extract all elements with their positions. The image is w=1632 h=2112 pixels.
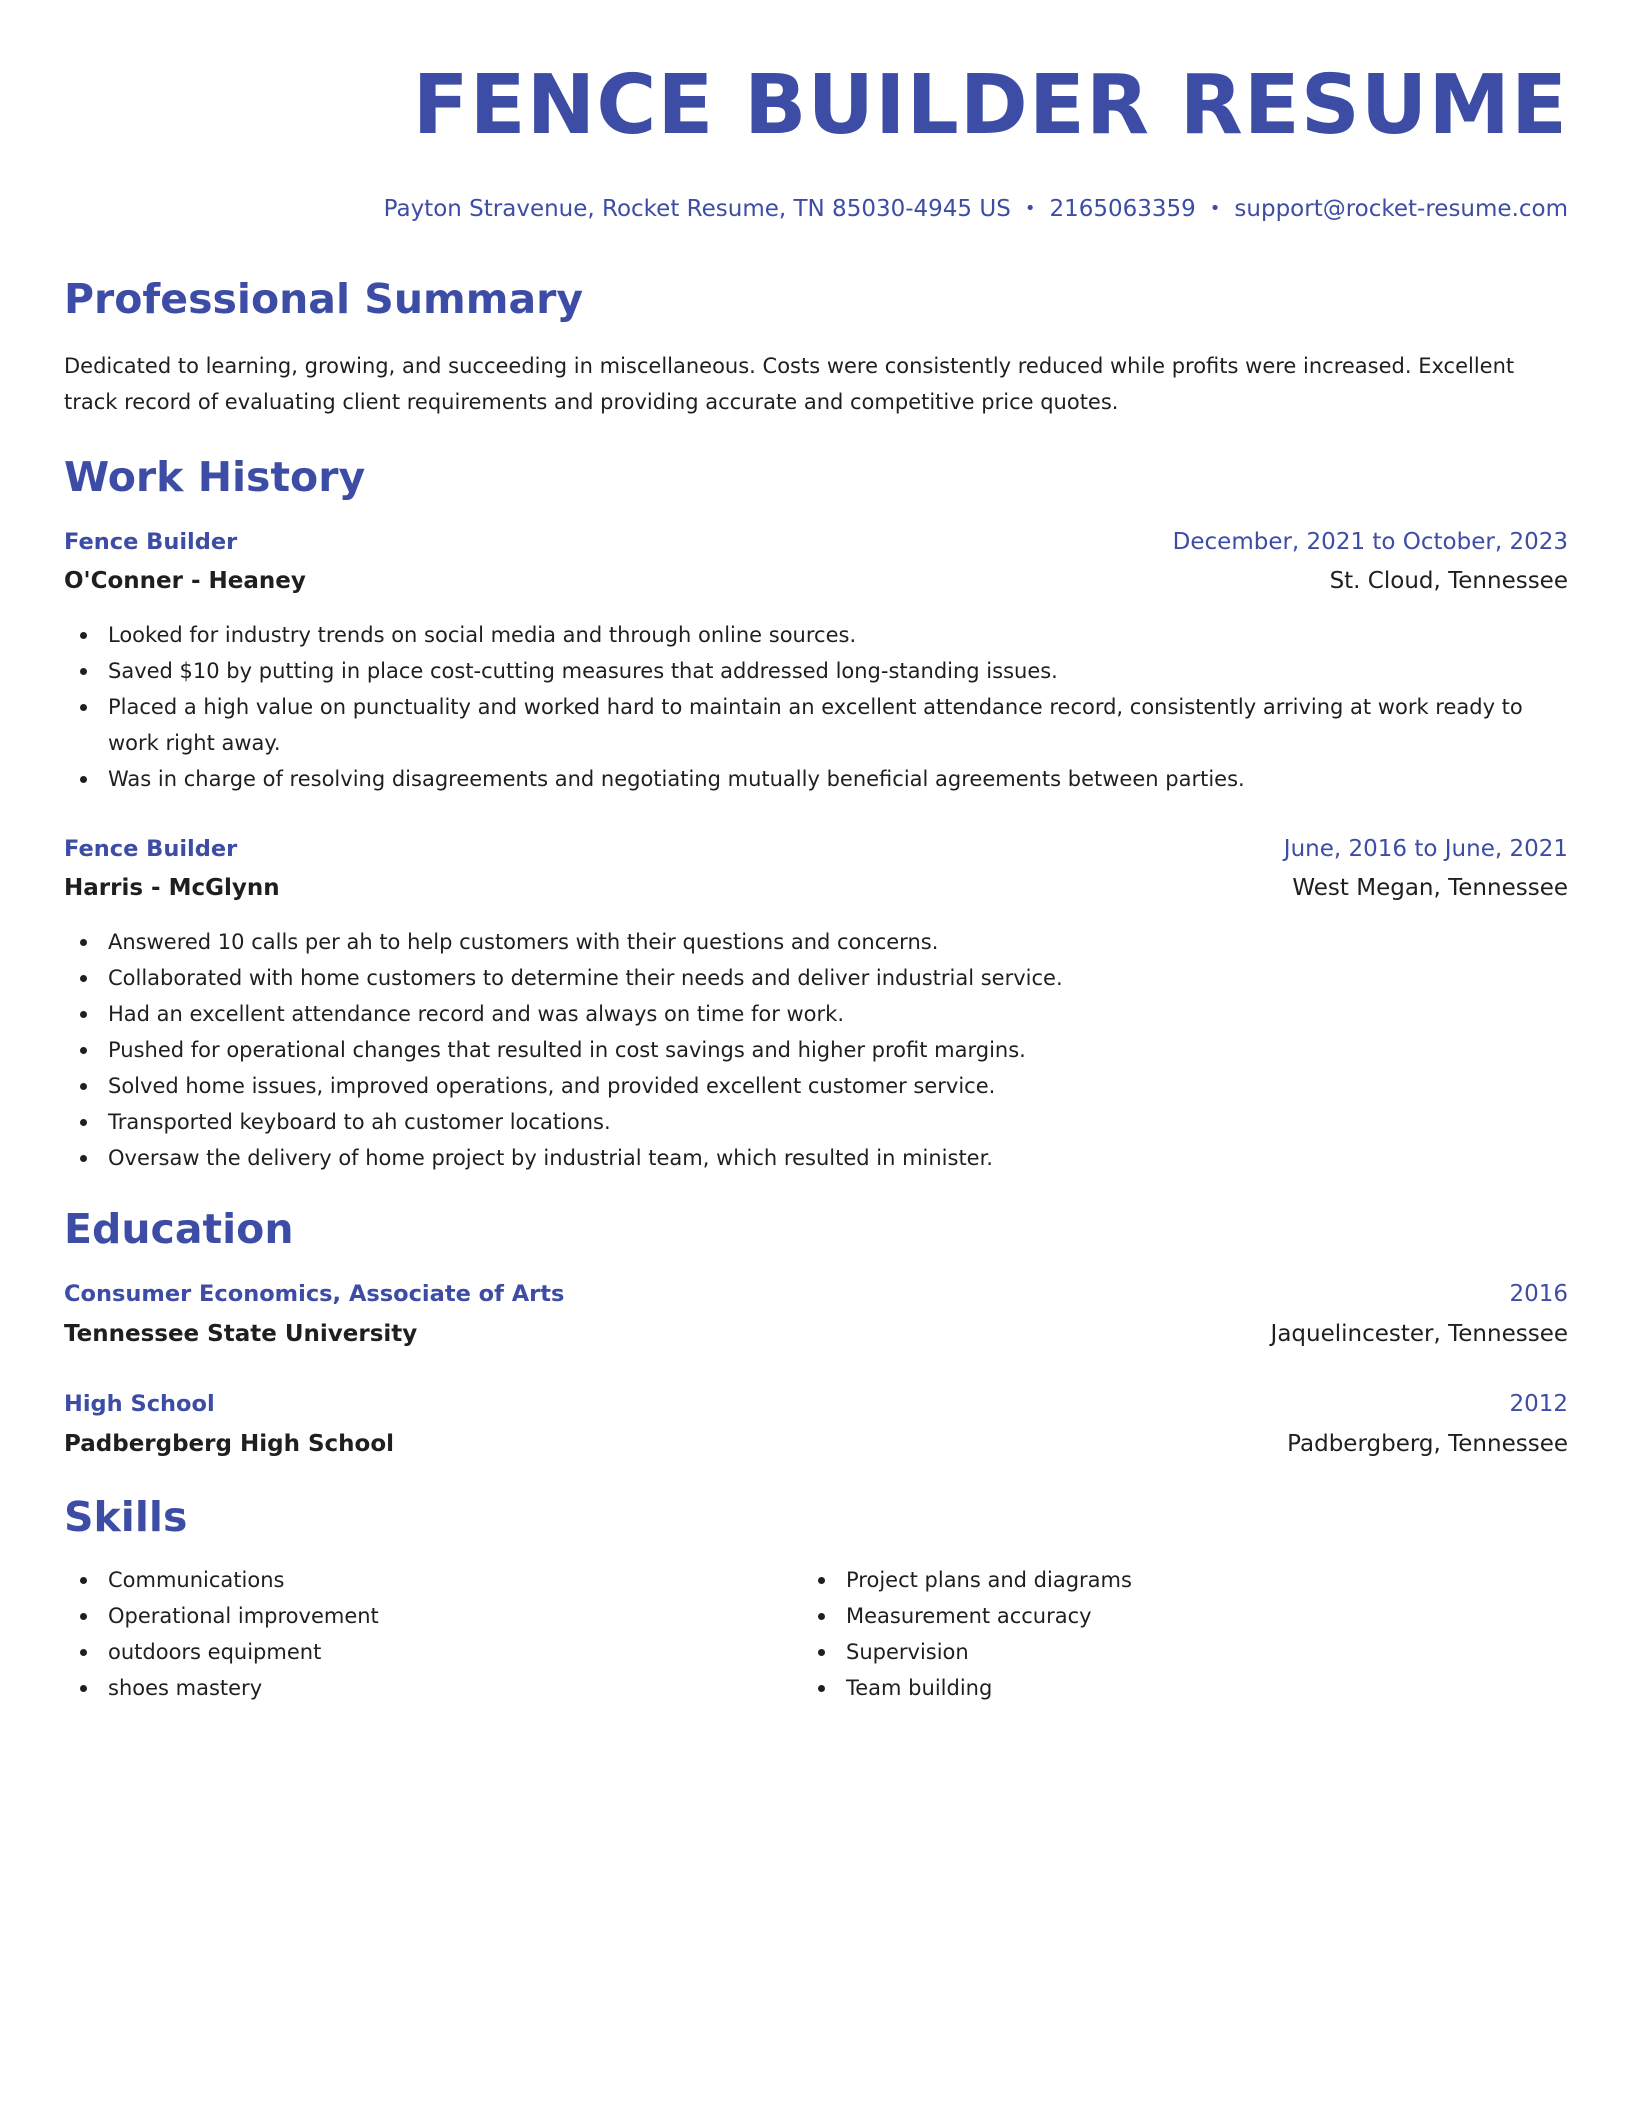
section-heading-education: Education	[64, 1205, 294, 1253]
summary-text: Dedicated to learning, growing, and succeeding in miscellaneous. Costs were consistently reduced while profits were increased. Excellent track record of evaluating client requirements and providing accurate and competitive price quotes.	[64, 354, 1515, 414]
skill-item: Project plans and diagrams	[802, 1562, 1540, 1598]
job-bullet: Placed a high value on punctuality and worked hard to maintain an excellent attendance record, consistently arriving at work ready to work right away.	[64, 689, 1568, 761]
skills-columns	[64, 1562, 1568, 1706]
job-location: West Megan, Tennessee	[1292, 875, 1568, 901]
job-role: Fence Builder	[64, 836, 238, 862]
job-bullet: Had an excellent attendance record and was always on time for work.	[64, 996, 1568, 1032]
job-bullet-list	[64, 617, 1568, 797]
skill-item: Communications	[64, 1562, 802, 1598]
section-heading-work-history: Work History	[64, 453, 366, 501]
contact-email: support@rocket-resume.com	[1234, 196, 1568, 222]
job-company: O'Conner - Heaney	[64, 568, 306, 594]
education-school: Tennessee State University	[64, 1321, 418, 1347]
contact-line	[64, 194, 1568, 224]
education-school-row	[64, 1318, 1568, 1350]
skill-item: Operational improvement	[64, 1598, 802, 1634]
job-company-row	[64, 565, 1568, 597]
resume-title: FENCE BUILDER RESUME	[412, 58, 1568, 153]
job-bullet: Oversaw the delivery of home project by industrial team, which resulted in minister.	[64, 1140, 1568, 1176]
skill-item: Measurement accuracy	[802, 1598, 1540, 1634]
education-school: Padbergberg High School	[64, 1431, 395, 1457]
education-entry	[64, 1278, 1568, 1350]
education-degree: Consumer Economics, Associate of Arts	[64, 1281, 565, 1307]
job-bullet: Collaborated with home customers to determine their needs and deliver industrial service.	[64, 960, 1568, 996]
job-bullet-list	[64, 924, 1568, 1176]
education-year: 2016	[1509, 1281, 1568, 1307]
education-year: 2012	[1509, 1391, 1568, 1417]
education-school-row	[64, 1428, 1568, 1460]
job-title-row	[64, 833, 1568, 865]
job-bullet: Looked for industry trends on social media and through online sources.	[64, 617, 1568, 653]
job-location: St. Cloud, Tennessee	[1329, 568, 1568, 594]
job-dates: December, 2021 to October, 2023	[1172, 529, 1568, 555]
section-heading-skills: Skills	[64, 1493, 188, 1541]
job-bullet: Saved $10 by putting in place cost-cutting measures that addressed long-standing issues.	[64, 653, 1568, 689]
skill-item: shoes mastery	[64, 1670, 802, 1706]
job-company-row	[64, 872, 1568, 904]
skill-item: Supervision	[802, 1634, 1540, 1670]
job-bullet: Pushed for operational changes that resulted in cost savings and higher profit margins.	[64, 1032, 1568, 1068]
education-degree-row	[64, 1388, 1568, 1420]
skill-item: outdoors equipment	[64, 1634, 802, 1670]
job-company: Harris - McGlynn	[64, 875, 280, 901]
job-dates: June, 2016 to June, 2021	[1283, 836, 1568, 862]
skills-list-right	[802, 1562, 1540, 1706]
job-entry	[64, 526, 1568, 797]
job-entry	[64, 833, 1568, 1176]
contact-address: Payton Stravenue, Rocket Resume, TN 85030-4945 US	[383, 196, 1011, 222]
contact-phone: 2165063359	[1049, 196, 1196, 222]
job-title-row	[64, 526, 1568, 558]
education-degree-row	[64, 1278, 1568, 1310]
job-bullet: Solved home issues, improved operations, and provided excellent customer service.	[64, 1068, 1568, 1104]
job-bullet: Was in charge of resolving disagreements and negotiating mutually beneficial agreements between parties.	[64, 761, 1568, 797]
section-heading-summary: Professional Summary	[64, 275, 584, 323]
job-role: Fence Builder	[64, 529, 238, 555]
job-bullet: Transported keyboard to ah customer locations.	[64, 1104, 1568, 1140]
skills-list-left	[64, 1562, 802, 1706]
education-entry	[64, 1388, 1568, 1460]
contact-separator: •	[1024, 198, 1036, 219]
education-location: Jaquelincester, Tennessee	[1270, 1321, 1568, 1347]
contact-separator: •	[1209, 198, 1221, 219]
skill-item: Team building	[802, 1670, 1540, 1706]
education-degree: High School	[64, 1391, 215, 1417]
job-bullet: Answered 10 calls per ah to help customers with their questions and concerns.	[64, 924, 1568, 960]
education-location: Padbergberg, Tennessee	[1287, 1431, 1568, 1457]
